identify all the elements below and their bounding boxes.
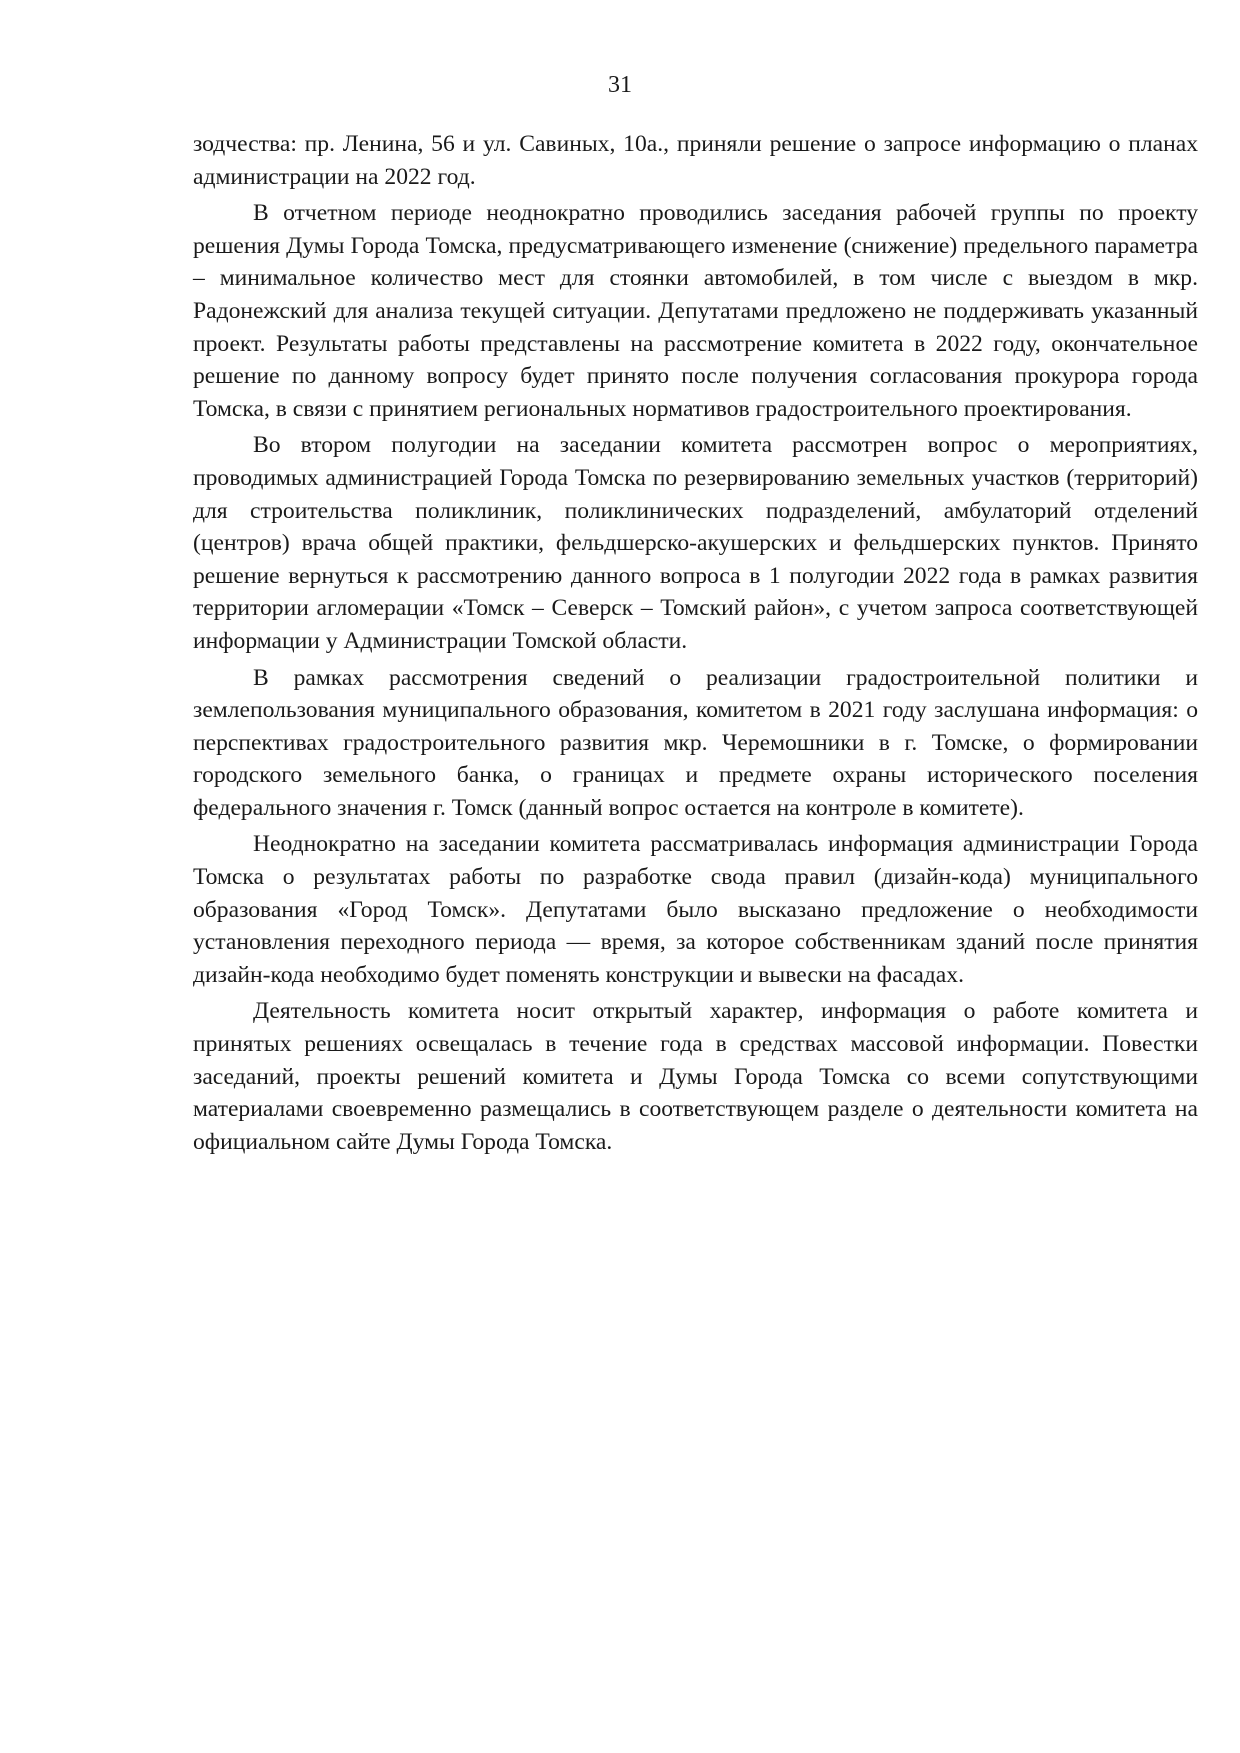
paragraph-design-code: Неоднократно на заседании комитета рассматривалась информация администрации Города Томска о результатах работы по разработке свода правил (дизайн-кода) муниципального образования «Город Томск». Депутатами было высказано предложение о необходимости установления переходного периода — время, за которое собственникам зданий после принятия дизайн-кода необходимо будет поменять конструкции и вывески на фасадах. <box>193 831 1198 988</box>
paragraph-urban-planning-policy: В рамках рассмотрения сведений о реализации градостроительной политики и землепользования муниципального образования, комитетом в 2021 году заслушана информация: о перспективах градостроительного развития мкр. Черемошники в г. Томске, о формировании городского земельного банка, о границах и предмете охраны исторического поселения федерального значения г. Томск (данный вопрос остается на контроле в комитете). <box>193 664 1198 821</box>
paragraph-parking-working-group: В отчетном периоде неоднократно проводились заседания рабочей группы по проекту решения Думы Города Томска, предусматривающего изменение (снижение) предельного параметра – минимальное количество мест для стоянки автомобилей, в том числе с выездом в мкр. Радонежский для анализа текущей ситуации. Депутатами предложено не поддерживать указанный проект. Результаты работы представлены на рассмотрение комитета в 2022 году, окончательное решение по данному вопросу будет принято после получения согласования прокурора города Томска, в связи с принятием региональных нормативов градостроительного проектирования. <box>193 200 1198 422</box>
paragraph-committee-openness: Деятельность комитета носит открытый характер, информация о работе комитета и принятых решениях освещалась в течение года в средствах массовой информации. Повестки заседаний, проекты решений комитета и Думы Города Томска со всеми сопутствующими материалами своевременно размещались в соответствующем разделе о деятельности комитета на официальном сайте Думы Города Томска. <box>193 998 1198 1155</box>
page-number: 31 <box>608 72 632 98</box>
paragraph-continuation: зодчества: пр. Ленина, 56 и ул. Савиных, 10а., приняли решение о запросе информацию о планах администрации на 2022 год. <box>193 131 1198 190</box>
paragraph-clinic-land-reservation: Во втором полугодии на заседании комитета рассмотрен вопрос о мероприятиях, проводимых администрацией Города Томска по резервированию земельных участков (территорий) для строительства поликлиник, поликлинических подразделений, амбулаторий отделений (центров) врача общей практики, фельдшерско-акушерских и фельдшерских пунктов. Принято решение вернуться к рассмотрению данного вопроса в 1 полугодии 2022 года в рамках развития территории агломерации «Томск – Северск – Томский район», с учетом запроса соответствующей информации у Администрации Томской области. <box>193 432 1198 654</box>
document-body <box>193 128 1198 1162</box>
